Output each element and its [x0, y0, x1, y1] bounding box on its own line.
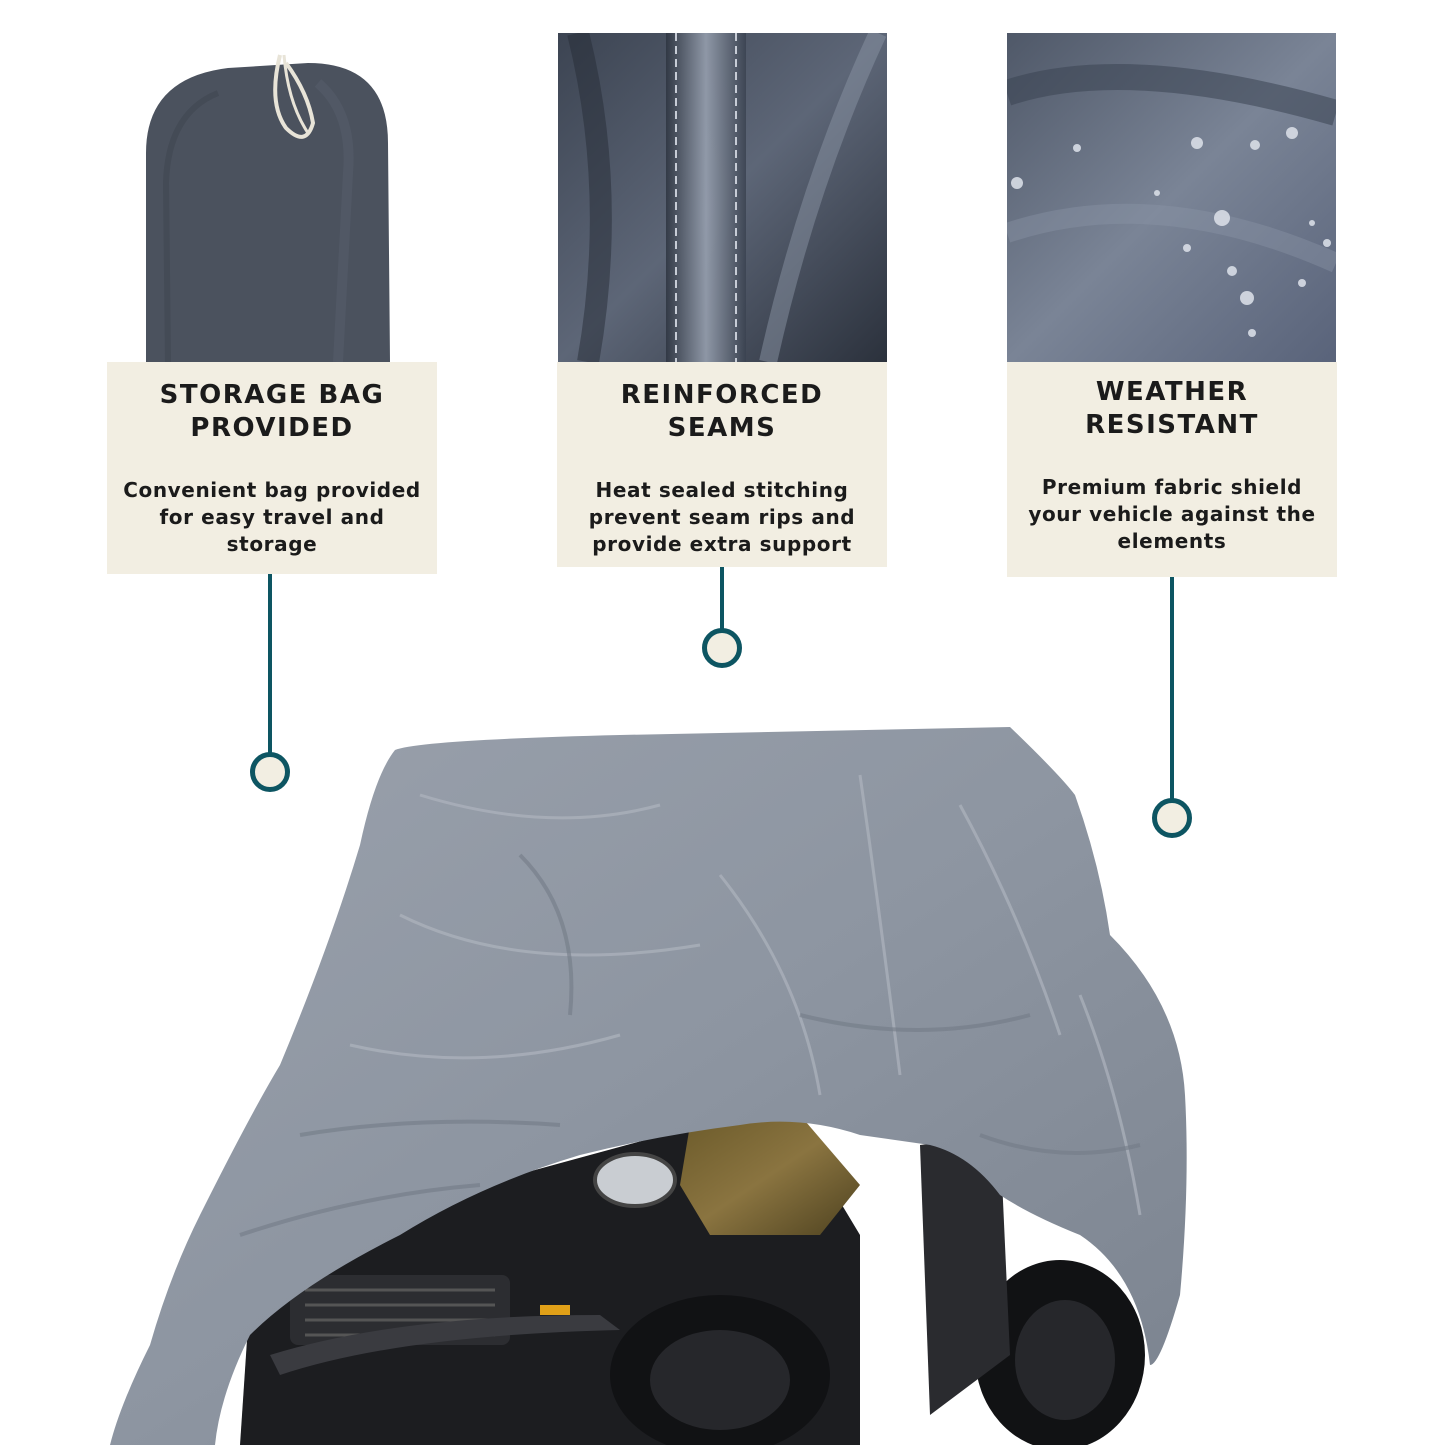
feature-description: Premium fabric shield your vehicle against the elements — [1028, 475, 1316, 553]
storage-bag-illustration — [108, 33, 437, 362]
feature-card-reinforced-seams — [557, 362, 887, 567]
feature-title: STORAGE BAG PROVIDED — [159, 380, 385, 443]
connector-line-reinforced-seams — [720, 567, 724, 633]
feature-description: Convenient bag provided for easy travel and storage — [123, 478, 421, 556]
utv-cover-illustration — [100, 715, 1200, 1445]
covered-utv-image — [100, 715, 1200, 1445]
storage-bag-photo — [108, 33, 437, 362]
weather-resistant-photo — [1007, 33, 1336, 362]
feature-card-weather-resistant — [1007, 362, 1337, 577]
reinforced-seams-photo — [558, 33, 887, 362]
water-droplets-illustration — [1007, 33, 1336, 362]
connector-dot-reinforced-seams — [702, 628, 742, 668]
feature-description: Heat sealed stitching prevent seam rips and provide extra support — [588, 478, 856, 556]
feature-title: WEATHER RESISTANT — [1085, 377, 1259, 440]
feature-title: REINFORCED SEAMS — [620, 380, 824, 443]
feature-card-storage-bag — [107, 362, 437, 574]
seam-closeup-illustration — [558, 33, 887, 362]
